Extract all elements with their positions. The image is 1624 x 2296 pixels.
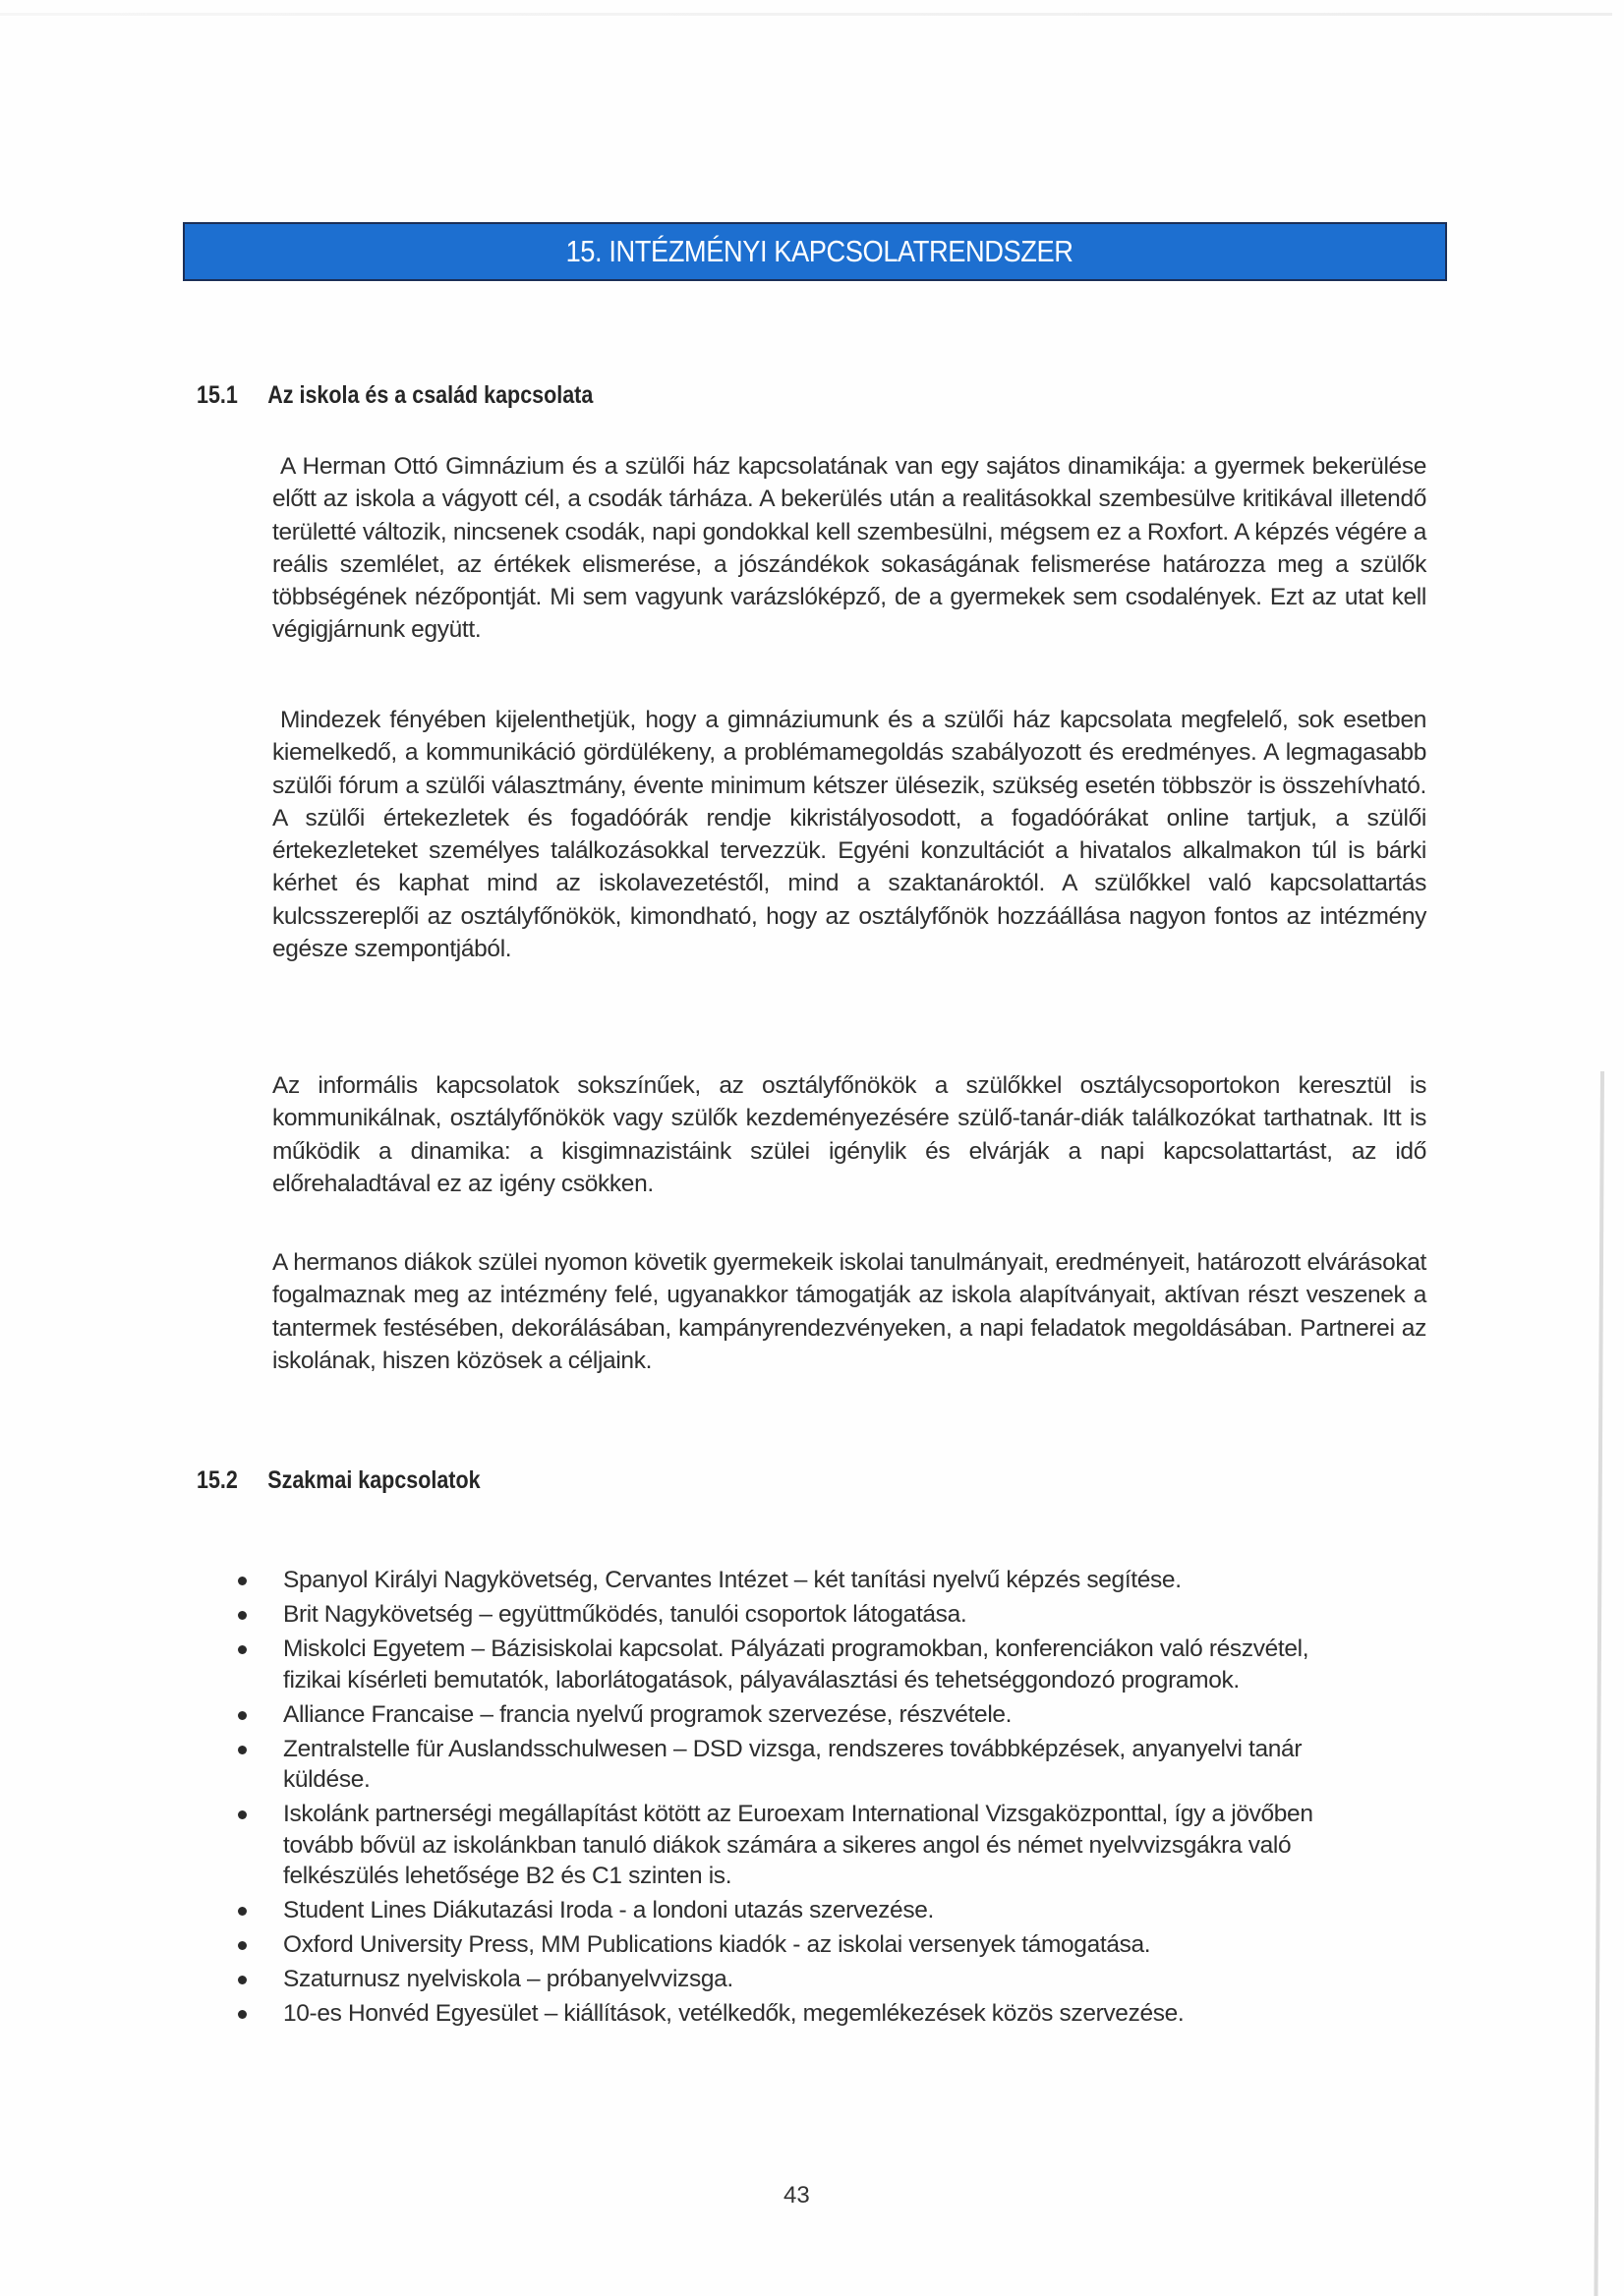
list-item — [236, 1929, 1327, 1961]
list-item — [236, 1964, 1327, 1995]
list-item-text: 10-es Honvéd Egyesület – kiállítások, vetélkedők, megemlékezések közös szervezése. — [283, 2000, 1185, 2027]
list-item — [236, 1699, 1327, 1731]
bullet-icon — [238, 1711, 247, 1720]
paragraph-2 — [272, 704, 1426, 965]
bullet-icon — [238, 1907, 247, 1916]
bullet-icon — [238, 1577, 247, 1585]
bullet-icon — [238, 1976, 247, 1984]
list-item-text: Miskolci Egyetem – Bázisiskolai kapcsolat. Pályázati programokban, konferenciákon való részvétel, fizikai kísérleti bemutatók, laborlátogatások, pályaválasztási és tehetséggondozó programok. — [283, 1636, 1309, 1693]
scan-edge-top — [0, 13, 1612, 16]
section-title: Az iskola és a család kapcsolata — [267, 381, 594, 409]
section-heading-15-2 — [197, 1466, 481, 1495]
list-item — [236, 1599, 1327, 1631]
paragraph-text: A hermanos diákok szülei nyomon követik gyermekeik iskolai tanulmányait, eredményeit, határozott elvárásokat fogalmaznak meg az intézmény felé, ugyanakkor támogatják az iskola alapítványait, aktívan részt veszenek a tantermek festésében, dekorálásában, kampányrendezvényeken, a napi feladatok megoldásában. Partnerei az iskolának, hiszen közösek a céljaink. — [272, 1249, 1426, 1374]
bullet-icon — [238, 1941, 247, 1950]
list-item — [236, 1634, 1327, 1695]
page-number: 43 — [783, 2182, 810, 2209]
list-item-text: Szaturnusz nyelviskola – próbanyelvvizsga. — [283, 1966, 733, 1992]
section-title: Szakmai kapcsolatok — [267, 1466, 481, 1494]
paragraph-1 — [272, 450, 1426, 647]
list-item — [236, 1565, 1327, 1596]
bullet-icon — [238, 1645, 247, 1654]
list-item-text: Alliance Francaise – francia nyelvű programok szervezése, részvétele. — [283, 1700, 1013, 1728]
list-item — [236, 1734, 1327, 1796]
bullet-icon — [238, 1810, 247, 1819]
list-item-text: Student Lines Diákutazási Iroda - a londoni utazás szervezése. — [283, 1897, 934, 1923]
bullet-icon — [238, 2010, 247, 2019]
paragraph-text: Az informális kapcsolatok sokszínűek, az osztályfőnökök a szülőkkel osztálycsoportokon keresztül is kommunikálnak, osztályfőnökök vagy szülők kezdeményezésére szülő-tanár-diák találkozókat tarthatnak. Itt is működik a dinamika: a kisgimnazistáink szülei igénylik és elvárják a napi kapcsolattartást, az idő előrehaladtával ez az igény csökken. — [272, 1072, 1426, 1197]
paragraph-4 — [272, 1246, 1426, 1377]
list-item — [236, 1895, 1327, 1926]
paragraph-text: A Herman Ottó Gimnázium és a szülői ház kapcsolatának van egy sajátos dinamikája: a gyermek bekerülése előtt az iskola a vágyott cél, a csodák tárháza. A bekerülés után a realitásokkal szembesülve kritikával illetendő területté változik, nincsenek csodák, napi gondokkal kell szembesülni, mégsem ez a Roxfort. A képzés végére a reális szemlélet, az értékek elismerése, a jószándékok sokaságának felismerése határozza meg a szülők többségének nézőpontját. Mi sem vagyunk varázslóképző, de a gyermekek sem csodalények. Ezt az utat kell végigjárnunk együtt. — [272, 453, 1426, 644]
list-item-text: Brit Nagykövetség – együttműködés, tanulói csoportok látogatása. — [283, 1601, 967, 1628]
chapter-title: 15. INTÉZMÉNYI KAPCSOLATRENDSZER — [565, 234, 1073, 268]
list-item-text: Zentralstelle für Auslandsschulwesen – DSD vizsga, rendszeres továbbképzések, anyanyelvi tanár küldése. — [283, 1735, 1303, 1793]
list-item-text: Oxford University Press, MM Publications kiadók - az iskolai versenyek támogatása. — [283, 1931, 1151, 1958]
bullet-icon — [238, 1746, 247, 1754]
list-item — [236, 1799, 1327, 1892]
section-number: 15.1 — [197, 381, 238, 409]
bullet-icon — [238, 1611, 247, 1620]
list-item — [236, 1998, 1327, 2030]
list-item-text: Spanyol Királyi Nagykövetség, Cervantes Intézet – két tanítási nyelvű képzés segítése. — [283, 1567, 1182, 1593]
chapter-banner — [183, 222, 1447, 281]
section-heading-15-1 — [197, 381, 593, 410]
paragraph-text: Mindezek fényében kijelenthetjük, hogy a gimnáziumunk és a szülői ház kapcsolata megfelelő, sok esetben kiemelkedő, a kommunikáció gördülékeny, a problémamegoldás szabályozott és eredményes. A legmagasabb szülői fórum a szülői választmány, évente minimum kétszer ülésezik, szükség esetén többször is összehívható. A szülői értekezletek és fogadóórák rendje kikristályosodott, a fogadóórákat online tartjuk, a szülői értekezleteket személyes találkozásokkal tervezzük. Egyéni konzultációt a hivatalos alkalmakon túl is bárki kérhet és kaphat mind az iskolavezetéstől, mind a szaktanároktól. A szülőkkel való kapcsolattartás kulcsszereplői az osztályfőnökök, kimondható, hogy az osztályfőnök hozzáállása nagyon fontos az intézmény egésze szempontjából. — [272, 707, 1426, 963]
list-item-text: Iskolánk partnerségi megállapítást kötött az Euroexam International Vizsgaközponttal, így a jövőben tovább bővül az iskolánkban tanuló diákok számára a sikeres angol és német nyelvvizsgákra való felkészülés lehetősége B2 és C1 szinten is. — [283, 1801, 1313, 1889]
scan-edge-right — [1594, 1071, 1604, 2296]
paragraph-3 — [272, 1069, 1426, 1200]
section-number: 15.2 — [197, 1466, 238, 1494]
partner-list — [236, 1565, 1327, 2033]
